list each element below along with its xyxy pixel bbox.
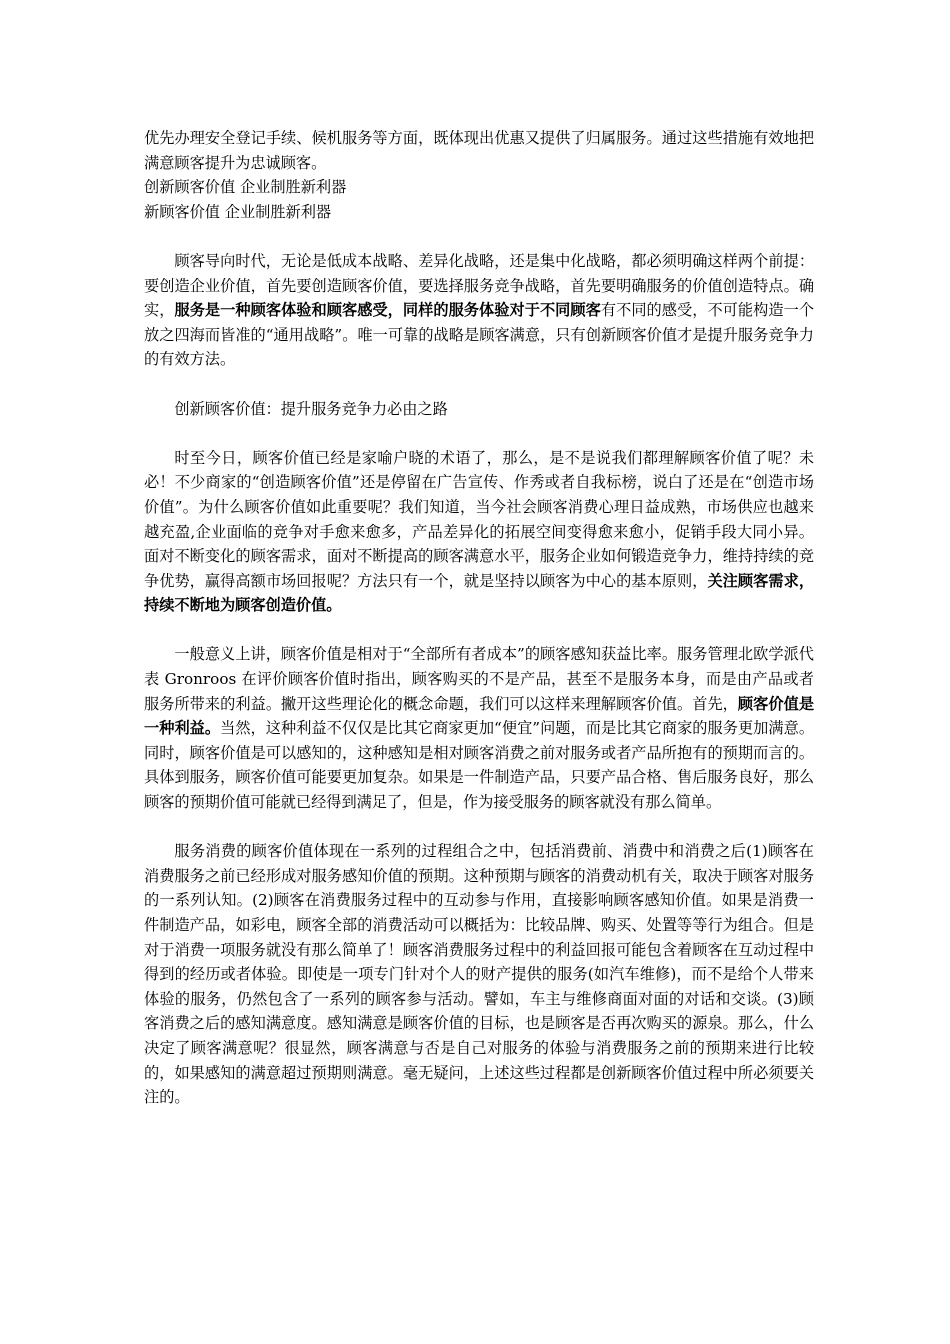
paragraph-2-bold: 关注顾客需求，持续不断地为顾客创造价值。	[144, 571, 815, 615]
paragraph-gap	[144, 618, 814, 643]
paragraph-1-text-c: 有不同的感受，不可能构造一个放之四海而皆准的“通用战略”。唯一可靠的战略是顾客满意，只有创新顾客价值才是提升服务竞争力的有效方法。	[144, 301, 815, 369]
paragraph-4: 服务消费的顾客价值体现在一系列的过程组合之中，包括消费前、消费中和消费之后(1)顾客在消费服务之前已经形成对服务感知价值的预期。这种预期与顾客的消费动机有关，取决于顾客对服务的一系列认知。(2)顾客在消费服务过程中的互动参与作用，直接影响顾客感知价值。如果是消费一件制造产品，如彩电，顾客全部的消费活动可以概括为：比较品牌、购买、处置等等行为组合。但是对于消费一项服务就没有那么简单了！顾客消费服务过程中的利益回报可能包含着顾客在互动过程中得到的经历或者体验。即使是一项专门针对个人的财产提供的服务(如汽车维修)，而不是给个人带来体验的服务，仍然包含了一系列的顾客参与活动。譬如，车主与维修商面对面的对话和交谈。(3)顾客消费之后的感知满意度。感知满意是顾客价值的目标，也是顾客是否再次购买的源泉。那么，什么决定了顾客满意呢？很显然，顾客满意与否是自己对服务的体验与消费服务之前的预期来进行比较的，如果感知的满意超过预期则满意。毫无疑问，上述这些过程都是创新顾客价值过程中所必须要关注的。	[144, 842, 814, 1107]
paragraph-gap	[144, 815, 814, 840]
heading-1: 创新顾客价值 企业制胜新利器	[144, 178, 347, 197]
intro-paragraph: 优先办理安全登记手续、候机服务等方面，既体现出优惠又提供了归属服务。通过这些措施有效地把满意顾客提升为忠诚顾客。	[144, 129, 814, 172]
paragraph-2-text-a: 时至今日，顾客价值已经是家喻户晓的术语了，那么，是不是说我们都理解顾客价值了呢？未必！不少商家的“创造顾客价值”还是停留在广告宣传、作秀或者自我标榜，说白了还是在“创造市场价值”。为什么顾客价值如此重要呢？我们知道，当今社会顾客消费心理日益成熟，市场供应也越来越充盈,企业面临的竞争对手愈来愈多，产品差异化的拓展空间变得愈来愈小，促销手段大同小异。面对不断变化的顾客需求，面对不断提高的顾客满意水平，服务企业如何锻造竞争力，维持持续的竞争优势，赢得高额市场回报呢？方法只有一个，就是坚持以顾客为中心的基本原则，	[144, 448, 814, 590]
paragraph-gap	[144, 421, 814, 446]
paragraph-gap	[144, 372, 814, 397]
paragraph-gap	[144, 224, 814, 249]
document-page	[144, 126, 814, 1110]
paragraph-1	[144, 249, 814, 372]
paragraph-3-text-c: 当然，这种利益不仅仅是比其它商家更加“便宜”问题，而是比其它商家的服务更加满意。同时，顾客价值是可以感知的，这种感知是相对顾客消费之前对服务或者产品所抱有的预期而言的。具体到服务，顾客价值可能要更加复杂。如果是一件制造产品，只要产品合格、售后服务良好，那么顾客的预期价值可能就已经得到满足了，但是，作为接受服务的顾客就没有那么简单。	[144, 719, 815, 812]
heading-2: 新顾客价值 企业制胜新利器	[144, 202, 332, 221]
paragraph-3-text-a: 一般意义上讲，顾客价值是相对于“全部所有者成本”的顾客感知获益比率。服务管理北欧学派代表 Gronroos 在评价顾客价值时指出，顾客购买的不是产品，甚至不是服务本身，而是由产品或者服务所带来的利益。撇开这些理论化的概念命题，我们可以这样来理解顾客价值。首先，	[144, 645, 814, 713]
paragraph-1-text-a: 顾客导向时代，无论是低成本战略、差异化战略，还是集中化战略，都必须明确这样两个前提：要创造企业价值，首先要创造顾客价值，要选择服务竞争战略，首先要明确服务的价值创造特点。确实，	[144, 251, 814, 320]
paragraph-3	[144, 642, 814, 814]
paragraph-2	[144, 446, 814, 618]
paragraph-1-bold: 服务是一种顾客体验和顾客感受，同样的服务体验对于不同顾客	[174, 301, 601, 320]
subheading: 创新顾客价值：提升服务竞争力必由之路	[174, 399, 448, 418]
paragraph-3-bold: 顾客价值是一种利益。	[144, 694, 815, 738]
